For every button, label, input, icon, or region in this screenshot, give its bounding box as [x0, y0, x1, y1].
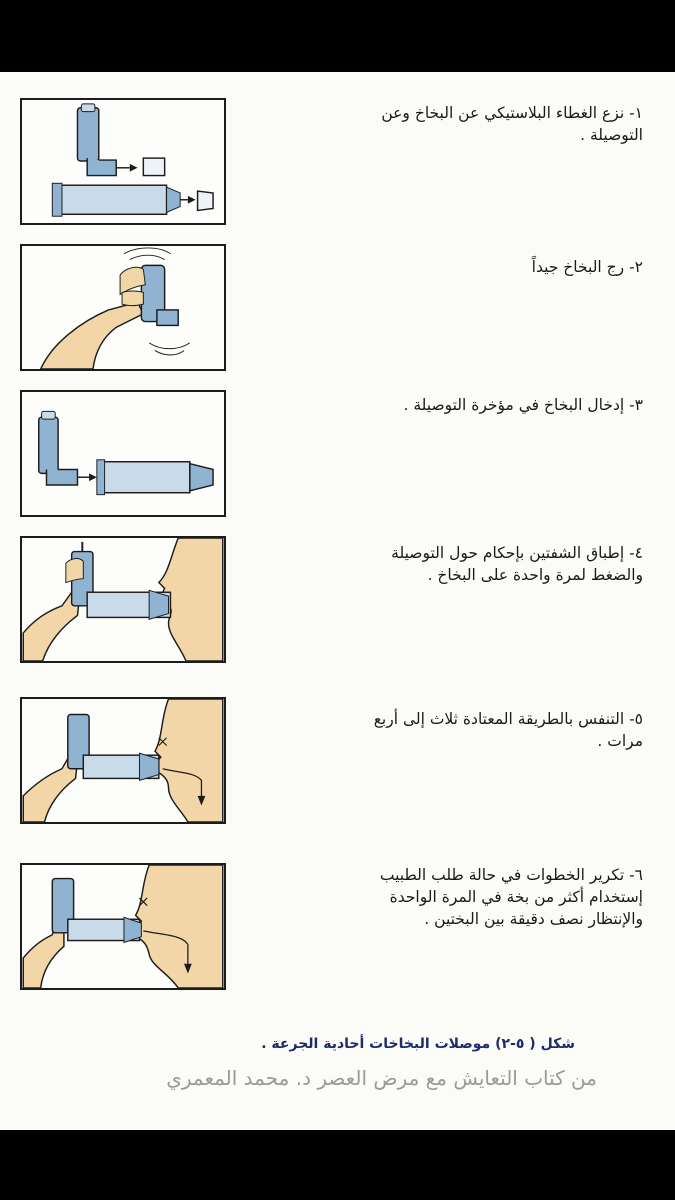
source-note: من كتاب التعايش مع مرض العصر د. محمد المعمري — [166, 1066, 597, 1090]
figure-caption — [261, 1036, 575, 1052]
illustration-remove-cap — [20, 98, 226, 225]
step-4-text: ٤- إطباق الشفتين بإحكام حول التوصيلة والضغط لمرة واحدة على البخاخ . — [391, 544, 643, 584]
caption-label: شكل — [540, 1036, 575, 1052]
illustration-insert-inhaler — [20, 390, 226, 517]
step-1-text: ١- نزع الغطاء البلاستيكي عن البخاخ وعن التوصيلة . — [381, 104, 643, 144]
illustration-shake-inhaler — [20, 244, 226, 371]
caption-number: ( ٥-٢) — [495, 1036, 536, 1052]
step-5-text: ٥- التنفس بالطريقة المعتادة ثلاث إلى أربع مرات . — [373, 710, 643, 750]
illustration-breathe — [20, 697, 226, 824]
illustration-seal-lips — [20, 536, 226, 663]
illustration-repeat — [20, 863, 226, 990]
step-2-text: ٢- رج البخاخ جيداً — [531, 258, 643, 276]
step-3-text: ٣- إدخال البخاخ في مؤخرة التوصيلة . — [403, 396, 643, 414]
document-page — [0, 72, 675, 1130]
step-6-text: ٦- تكرير الخطوات في حالة طلب الطبيب إستخدام أكثر من بخة في المرة الواحدة والإنتظار نصف دقيقة بين البختين . — [379, 866, 643, 928]
caption-text: موصلات البخاخات أحادية الجرعة . — [261, 1036, 491, 1052]
